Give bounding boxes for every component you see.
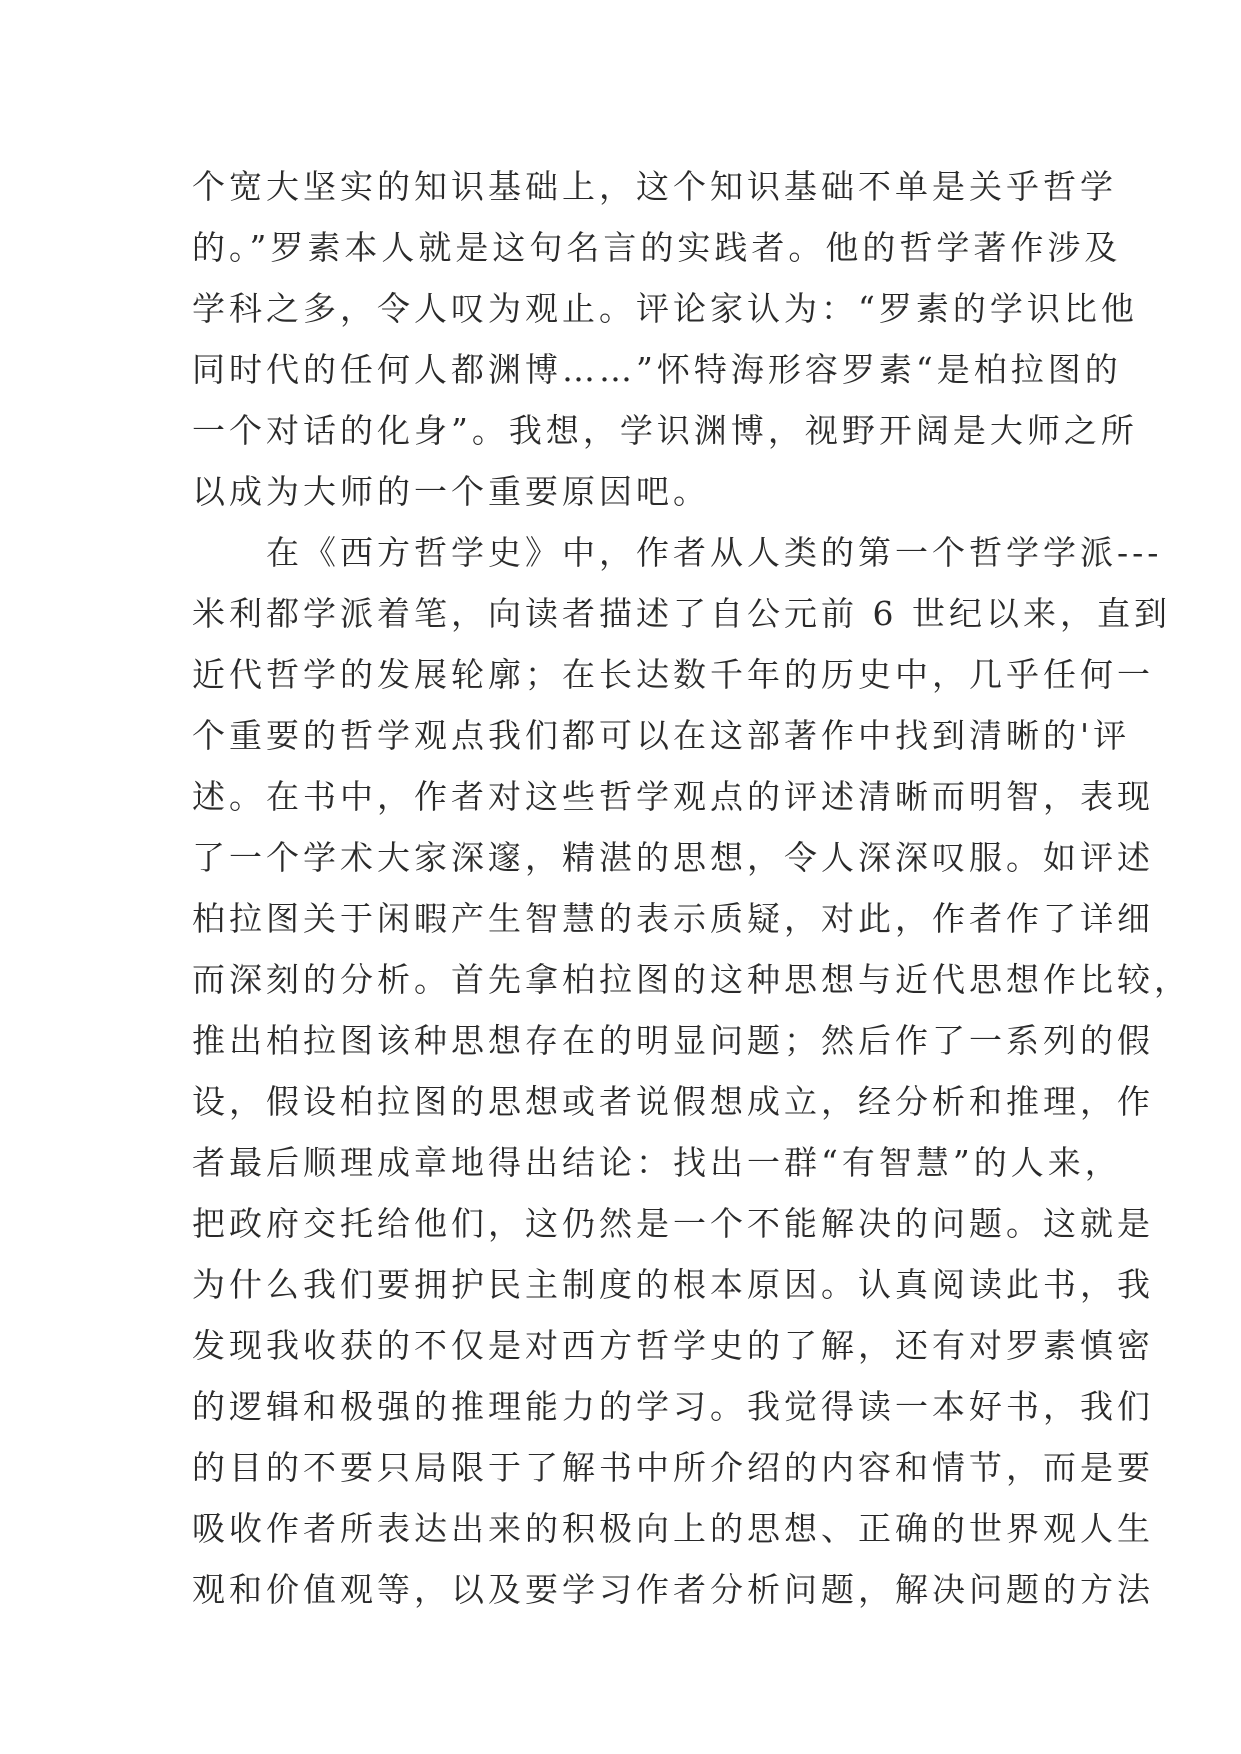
paragraph-2	[192, 522, 1191, 1620]
text-line: 学科之多，令人叹为观止。评论家认为：“罗素的学识比他	[192, 289, 1138, 328]
text-line: 发现我收获的不仅是对西方哲学史的了解，还有对罗素慎密	[192, 1326, 1154, 1365]
text-line: 以成为大师的一个重要原因吧。	[192, 472, 710, 511]
text-line: 为什么我们要拥护民主制度的根本原因。认真阅读此书，我	[192, 1265, 1154, 1304]
text-line: 而深刻的分析。首先拿柏拉图的这种思想与近代思想作比较，	[192, 960, 1191, 999]
text-line: 同时代的任何人都渊博……”怀特海形容罗素“是柏拉图的	[192, 350, 1122, 389]
text-line: 吸收作者所表达出来的积极向上的思想、正确的世界观人生	[192, 1509, 1154, 1548]
text-line: 设，假设柏拉图的思想或者说假想成立，经分析和推理，作	[192, 1082, 1154, 1121]
text-line: 者最后顺理成章地得出结论：找出一群“有智慧”的人来，	[192, 1143, 1122, 1182]
text-line: 米利都学派着笔，向读者描述了自公元前 6 世纪以来，直到	[192, 594, 1171, 633]
text-line: 把政府交托给他们，这仍然是一个不能解决的问题。这就是	[192, 1204, 1154, 1243]
text-line: 观和价值观等，以及要学习作者分析问题，解决问题的方法	[192, 1570, 1154, 1609]
text-line: 推出柏拉图该种思想存在的明显问题；然后作了一系列的假	[192, 1021, 1154, 1060]
text-line: 的。”罗素本人就是这句名言的实践者。他的哲学著作涉及	[192, 228, 1122, 267]
text-line: 一个对话的化身”。我想，学识渊博，视野开阔是大师之所	[192, 411, 1138, 450]
text-line: 近代哲学的发展轮廓；在长达数千年的历史中，几乎任何一	[192, 655, 1154, 694]
text-line: 在《西方哲学史》中，作者从人类的第一个哲学学派---	[192, 533, 1163, 572]
text-line: 述。在书中，作者对这些哲学观点的评述清晰而明智，表现	[192, 777, 1154, 816]
text-line: 个宽大坚实的知识基础上，这个知识基础不单是关乎哲学	[192, 167, 1117, 206]
text-line: 柏拉图关于闲暇产生智慧的表示质疑，对此，作者作了详细	[192, 899, 1154, 938]
text-line: 的目的不要只局限于了解书中所介绍的内容和情节，而是要	[192, 1448, 1154, 1487]
body-text	[192, 156, 1191, 1620]
text-line: 的逻辑和极强的推理能力的学习。我觉得读一本好书，我们	[192, 1387, 1154, 1426]
text-line: 了一个学术大家深邃，精湛的思想，令人深深叹服。如评述	[192, 838, 1154, 877]
paragraph-1	[192, 156, 1138, 522]
text-line: 个重要的哲学观点我们都可以在这部著作中找到清晰的'评	[192, 716, 1131, 755]
